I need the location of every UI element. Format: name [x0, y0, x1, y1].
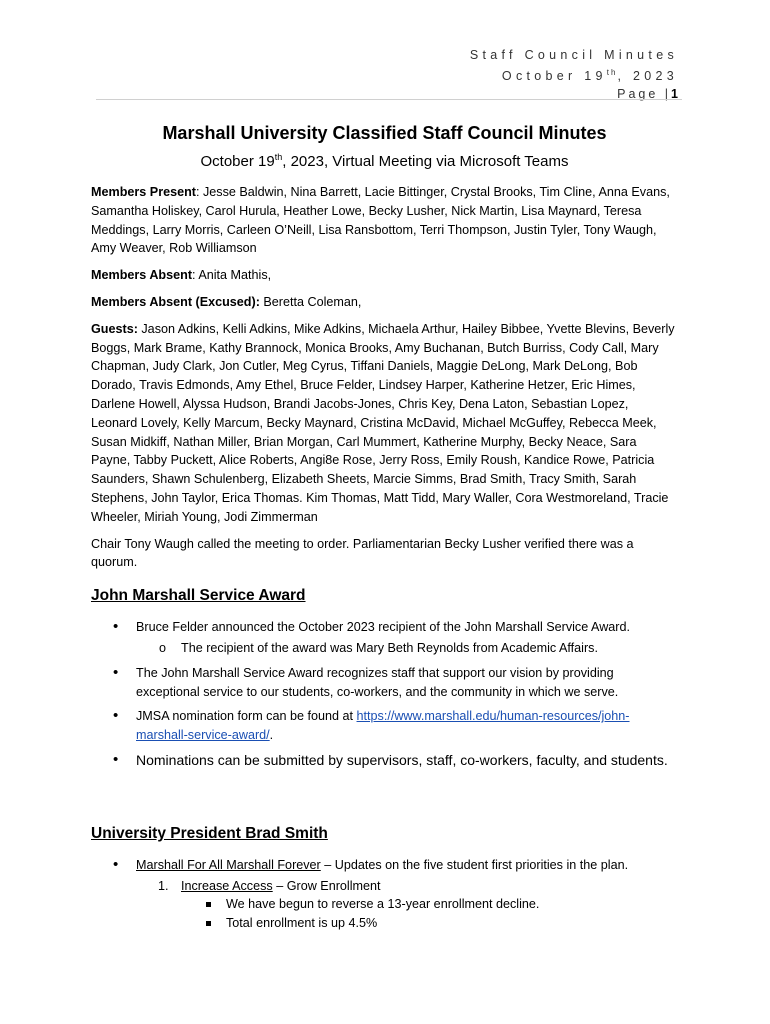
page-number: 1: [671, 87, 678, 102]
page-header: [470, 46, 678, 103]
members-absent: Members Absent: Anita Mathis,: [91, 268, 272, 283]
list-item: 1. Increase Access – Grow Enrollment We have begun to reverse a 13-year enrollment decline. Total enrollment is up 4.5%: [136, 877, 678, 933]
members-present: Members Present: Jesse Baldwin, Nina Barrett, Lacie Bittinger, Crystal Brooks, Tim Cline, Anna Evans, Samantha Holiskey, Carol Hurula, Heather Lowe, Becky Lusher, Nick Martin, Lisa Maynard, Teresa Meddings, Larry Morris, Carleen O’Neill, Lisa Ransbottom, Terri Thompson, Justin Tyler, Tony Waugh, Amy Weaver, Rob Williamson: [91, 185, 670, 256]
document-subtitle: October 19th, 2023, Virtual Meeting via Microsoft Teams: [200, 152, 569, 170]
jmsa-nomination-link[interactable]: https://www.marshall.edu/human-resources/john-marshall-service-award/: [136, 709, 630, 743]
sub-list: [136, 639, 678, 658]
list-item: Total enrollment is up 4.5%: [181, 914, 678, 933]
list-item: • Nominations can be submitted by supervisors, staff, co-workers, faculty, and students.: [91, 751, 678, 770]
service-award-list: [91, 618, 678, 770]
call-to-order: Chair Tony Waugh called the meeting to order. Parliamentarian Becky Lusher verified there was a quorum.: [91, 536, 634, 570]
list-item: o The recipient of the award was Mary Beth Reynolds from Academic Affairs.: [136, 639, 678, 658]
guests-list: Guests: Jason Adkins, Kelli Adkins, Mike Adkins, Michaela Arthur, Hailey Bibbee, Yvette Blevins, Beverly Boggs, Mark Brame, Kathy Brannock, Monica Brooks, Amy Buchanan, Butch Burriss, Cody Call, Mary Chapman, Judy Clark, Jon Cutler, Meg Cyrus, Tiffani Daniels, Maggie DeLong, Mark DeLong, Bob Dorado, Travis Edmonds, Amy Ethel, Bruce Felder, Lindsey Harper, Katherine Hetzer, Eric Himes, Darlene Howell, Alyssa Hudson, Brandi Jacobs-Jones, Chris Key, Dena Laton, Sebastian Lopez, Leonard Lovely, Kelly Marcum, Becky Maynard, Cristina McDavid, Michael McGuffey, Rebecca Meek, Susan Midkiff, Nathan Miller, Brian Morgan, Carl Mummert, Katherine Murphy, Becky Neace, Sara Payne, Tabby Puckett, Alice Roberts, Angi8e Rose, Jerry Ross, Emily Roush, Kandice Rowe, Patricia Saunders, Shawn Schulenberg, Elizabeth Sheets, Marcie Simms, Brad Smith, Tracy Smith, Sarah Stephens, John Taylor, Erica Thomas. Kim Thomas, Matt Tidd, Mary Waller, Cora Westmoreland, Tracie Wheeler, Miriah Young, Jodi Zimmerman: [91, 321, 675, 524]
header-date: October 19th, 2023: [501, 68, 678, 84]
numbered-list: [136, 877, 678, 933]
section-heading-president: University President Brad Smith: [91, 824, 328, 842]
list-item: • JMSA nomination form can be found at https://www.marshall.edu/human-resources/john-marshall-service-award/.: [91, 707, 678, 745]
section-heading-service-award: John Marshall Service Award: [91, 587, 306, 605]
document-body: [91, 120, 678, 939]
president-list: [91, 856, 678, 933]
list-item: • Bruce Felder announced the October 2023 recipient of the John Marshall Service Award. o The recipient of the award was Mary Beth Reynolds from Academic Affairs.: [91, 618, 678, 658]
list-item: • Marshall For All Marshall Forever – Updates on the five student first priorities in the plan. 1. Increase Access – Grow Enrollment We have begun to reverse a 13-year enrollment decline. Total enrollment is up 4.5%: [91, 856, 678, 933]
list-item: We have begun to reverse a 13-year enrollment decline.: [181, 895, 678, 914]
header-divider: [96, 99, 682, 100]
square-bullet-list: [181, 895, 678, 933]
list-item: • The John Marshall Service Award recognizes staff that support our vision by providing exceptional service to our students, co-workers, and the community in which we serve.: [91, 664, 678, 702]
header-page-number: Page |1: [617, 87, 678, 102]
members-absent-excused: Members Absent (Excused): Beretta Coleman,: [91, 294, 362, 309]
document-title: Marshall University Classified Staff Council Minutes: [162, 123, 607, 143]
header-doc-title: Staff Council Minutes: [469, 48, 678, 62]
